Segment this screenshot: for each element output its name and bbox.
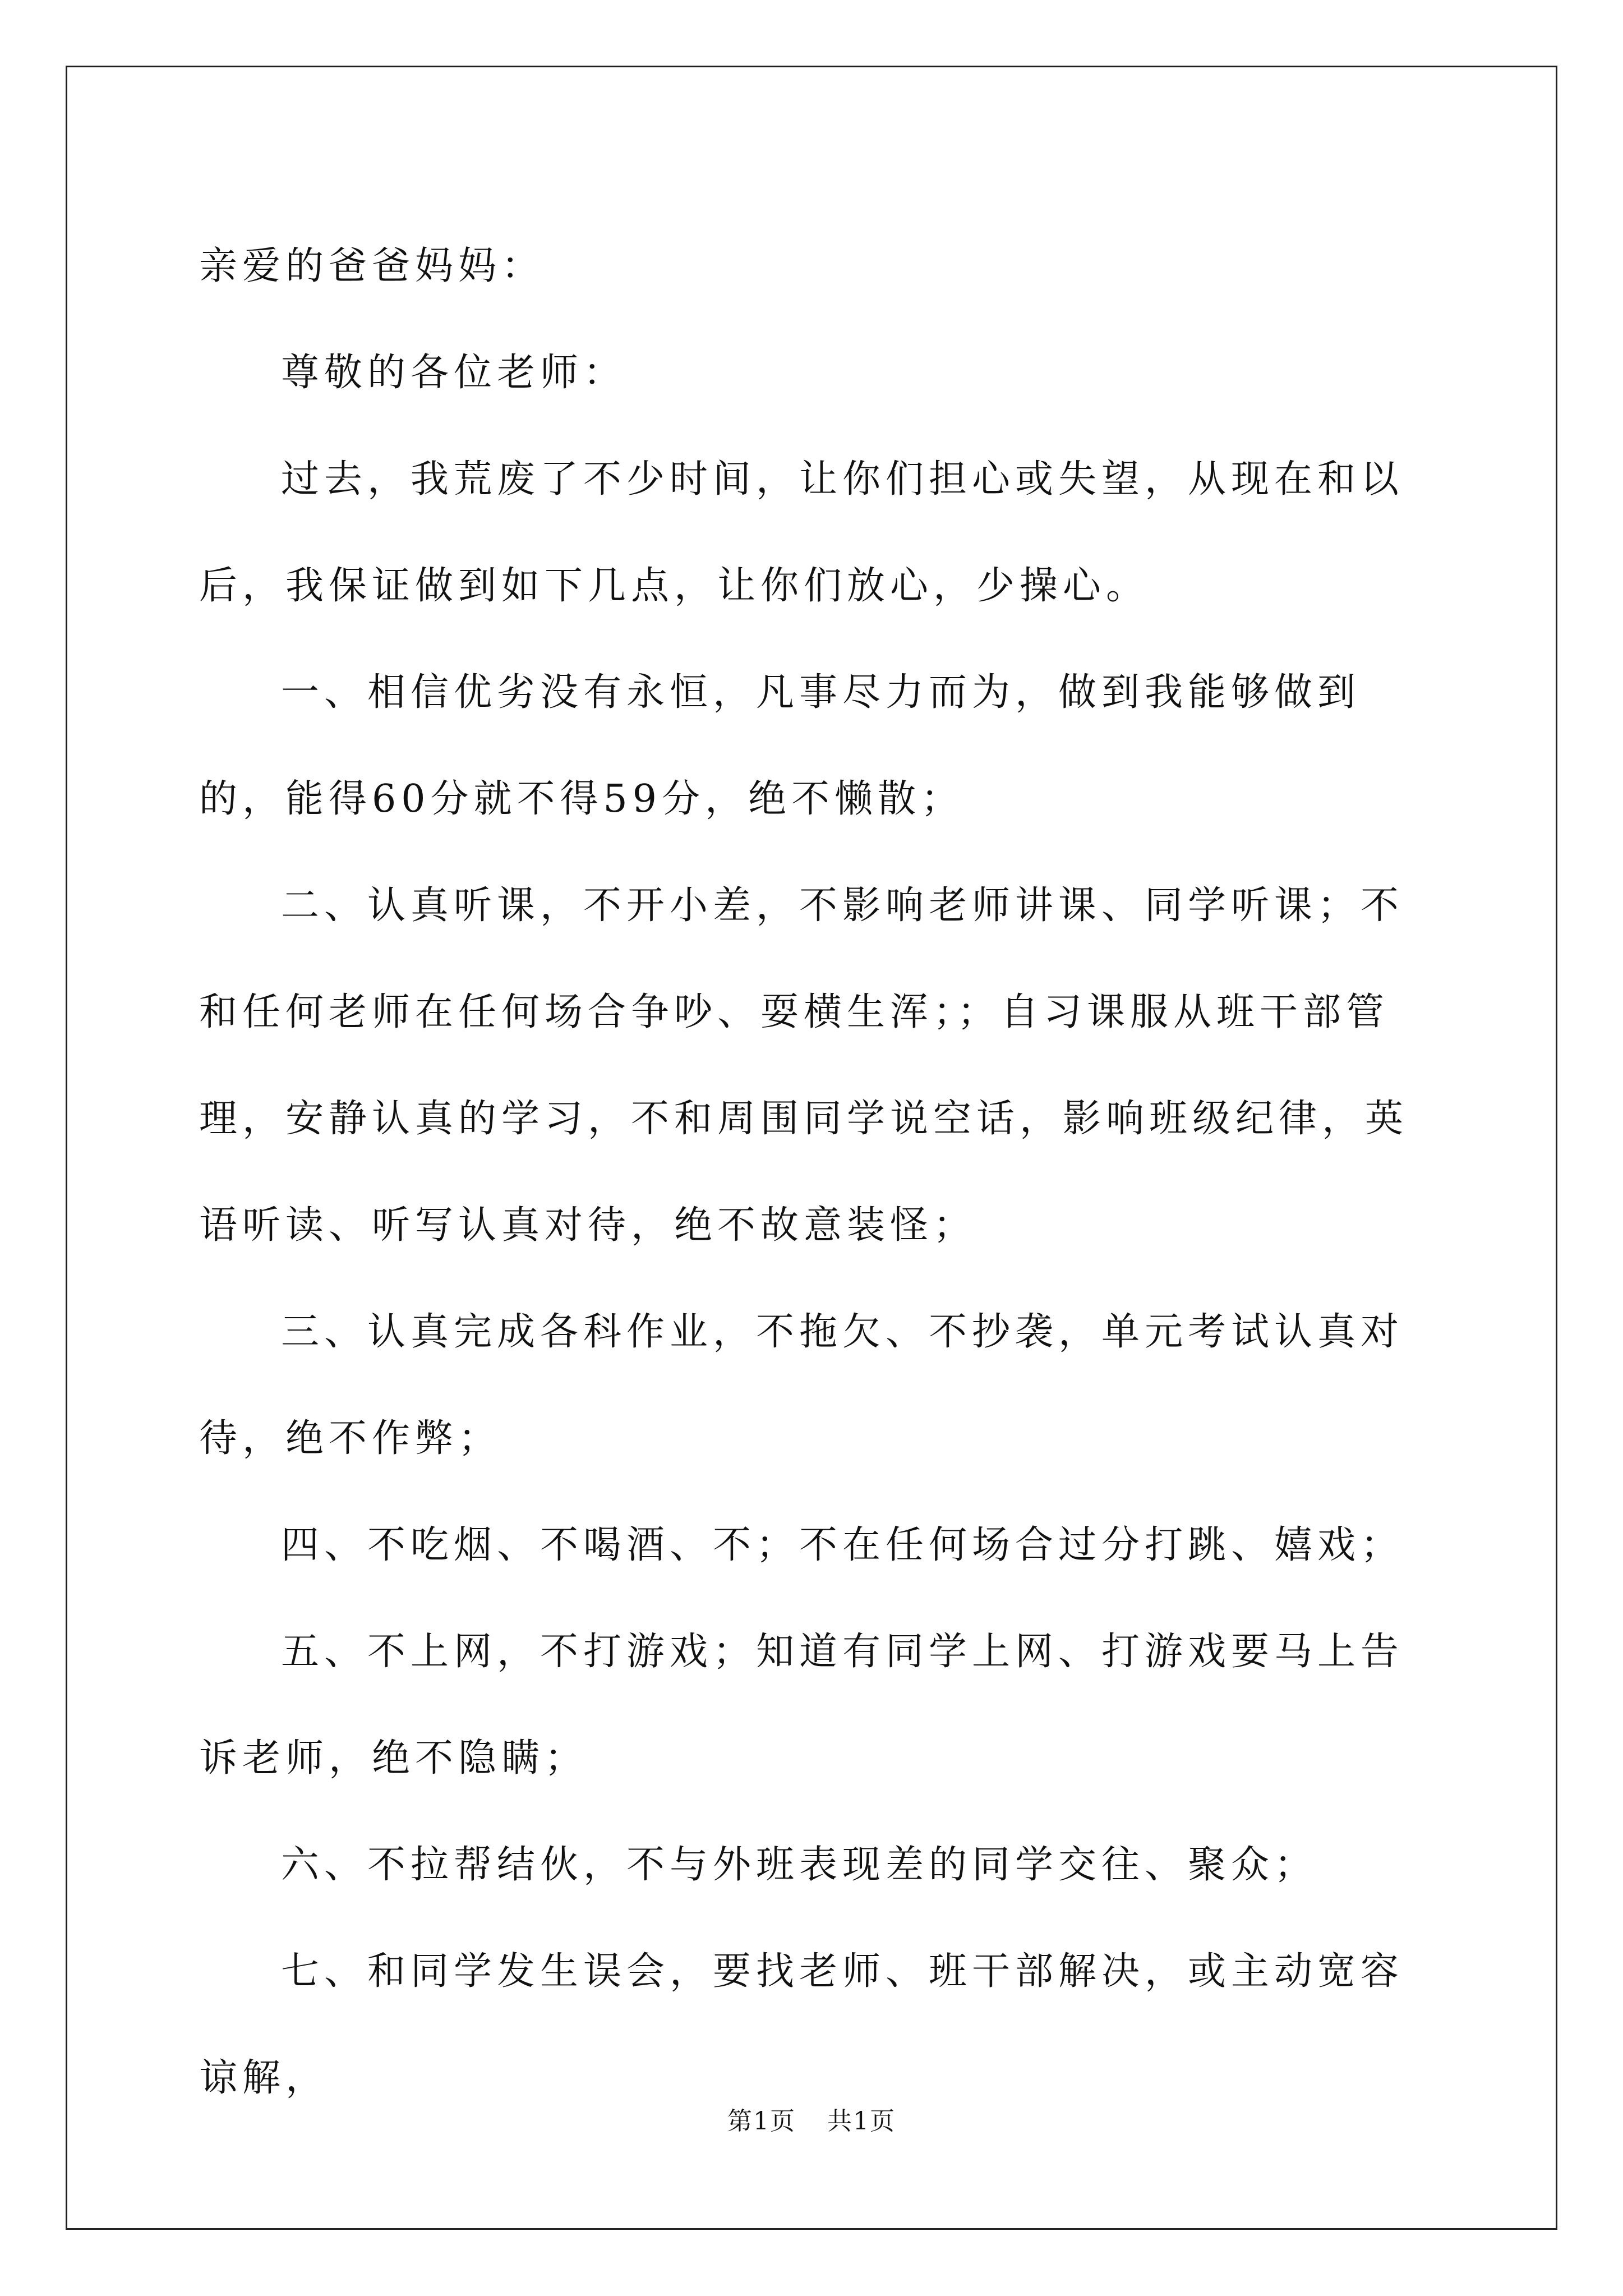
paragraph-item-1: 一、相信优劣没有永恒，凡事尽力而为，做到我能够做到的，能得60分就不得59分，绝不懒散； xyxy=(199,670,1361,821)
salutation-parents: 亲爱的爸爸妈妈： xyxy=(199,244,545,288)
page-number: 第1页 xyxy=(727,2107,796,2136)
salutation-teachers: 尊敬的各位老师： xyxy=(281,351,627,395)
paragraph-intro: 过去，我荒废了不少时间，让你们担心或失望，从现在和以后，我保证做到如下几点，让你们放心，少操心。 xyxy=(199,457,1404,608)
page-total: 共1页 xyxy=(827,2107,896,2136)
paragraph-item-4: 四、不吃烟、不喝酒、不；不在任何场合过分打跳、嬉戏； xyxy=(281,1523,1404,1567)
paragraph-item-5: 五、不上网，不打游戏；知道有同学上网、打游戏要马上告诉老师，绝不隐瞒； xyxy=(199,1630,1404,1780)
paragraph-item-2: 二、认真听课，不开小差，不影响老师讲课、同学听课；不和任何老师在任何场合争吵、耍横生浑；；自习课服从班干部管理，安静认真的学习，不和周围同学说空话，影响班级纪律，英语听读、听写认真对待，绝不故意装怪； xyxy=(199,884,1409,1248)
page-footer xyxy=(0,2101,1623,2137)
document-body xyxy=(199,213,1433,2132)
paragraph-item-3: 三、认真完成各科作业，不拖欠、不抄袭，单元考试认真对待，绝不作弊； xyxy=(199,1310,1404,1461)
paragraph-item-6: 六、不拉帮结伙，不与外班表现差的同学交往、聚众； xyxy=(281,1843,1318,1887)
paragraph-item-7: 七、和同学发生误会，要找老师、班干部解决，或主动宽容谅解， xyxy=(199,1949,1404,2100)
